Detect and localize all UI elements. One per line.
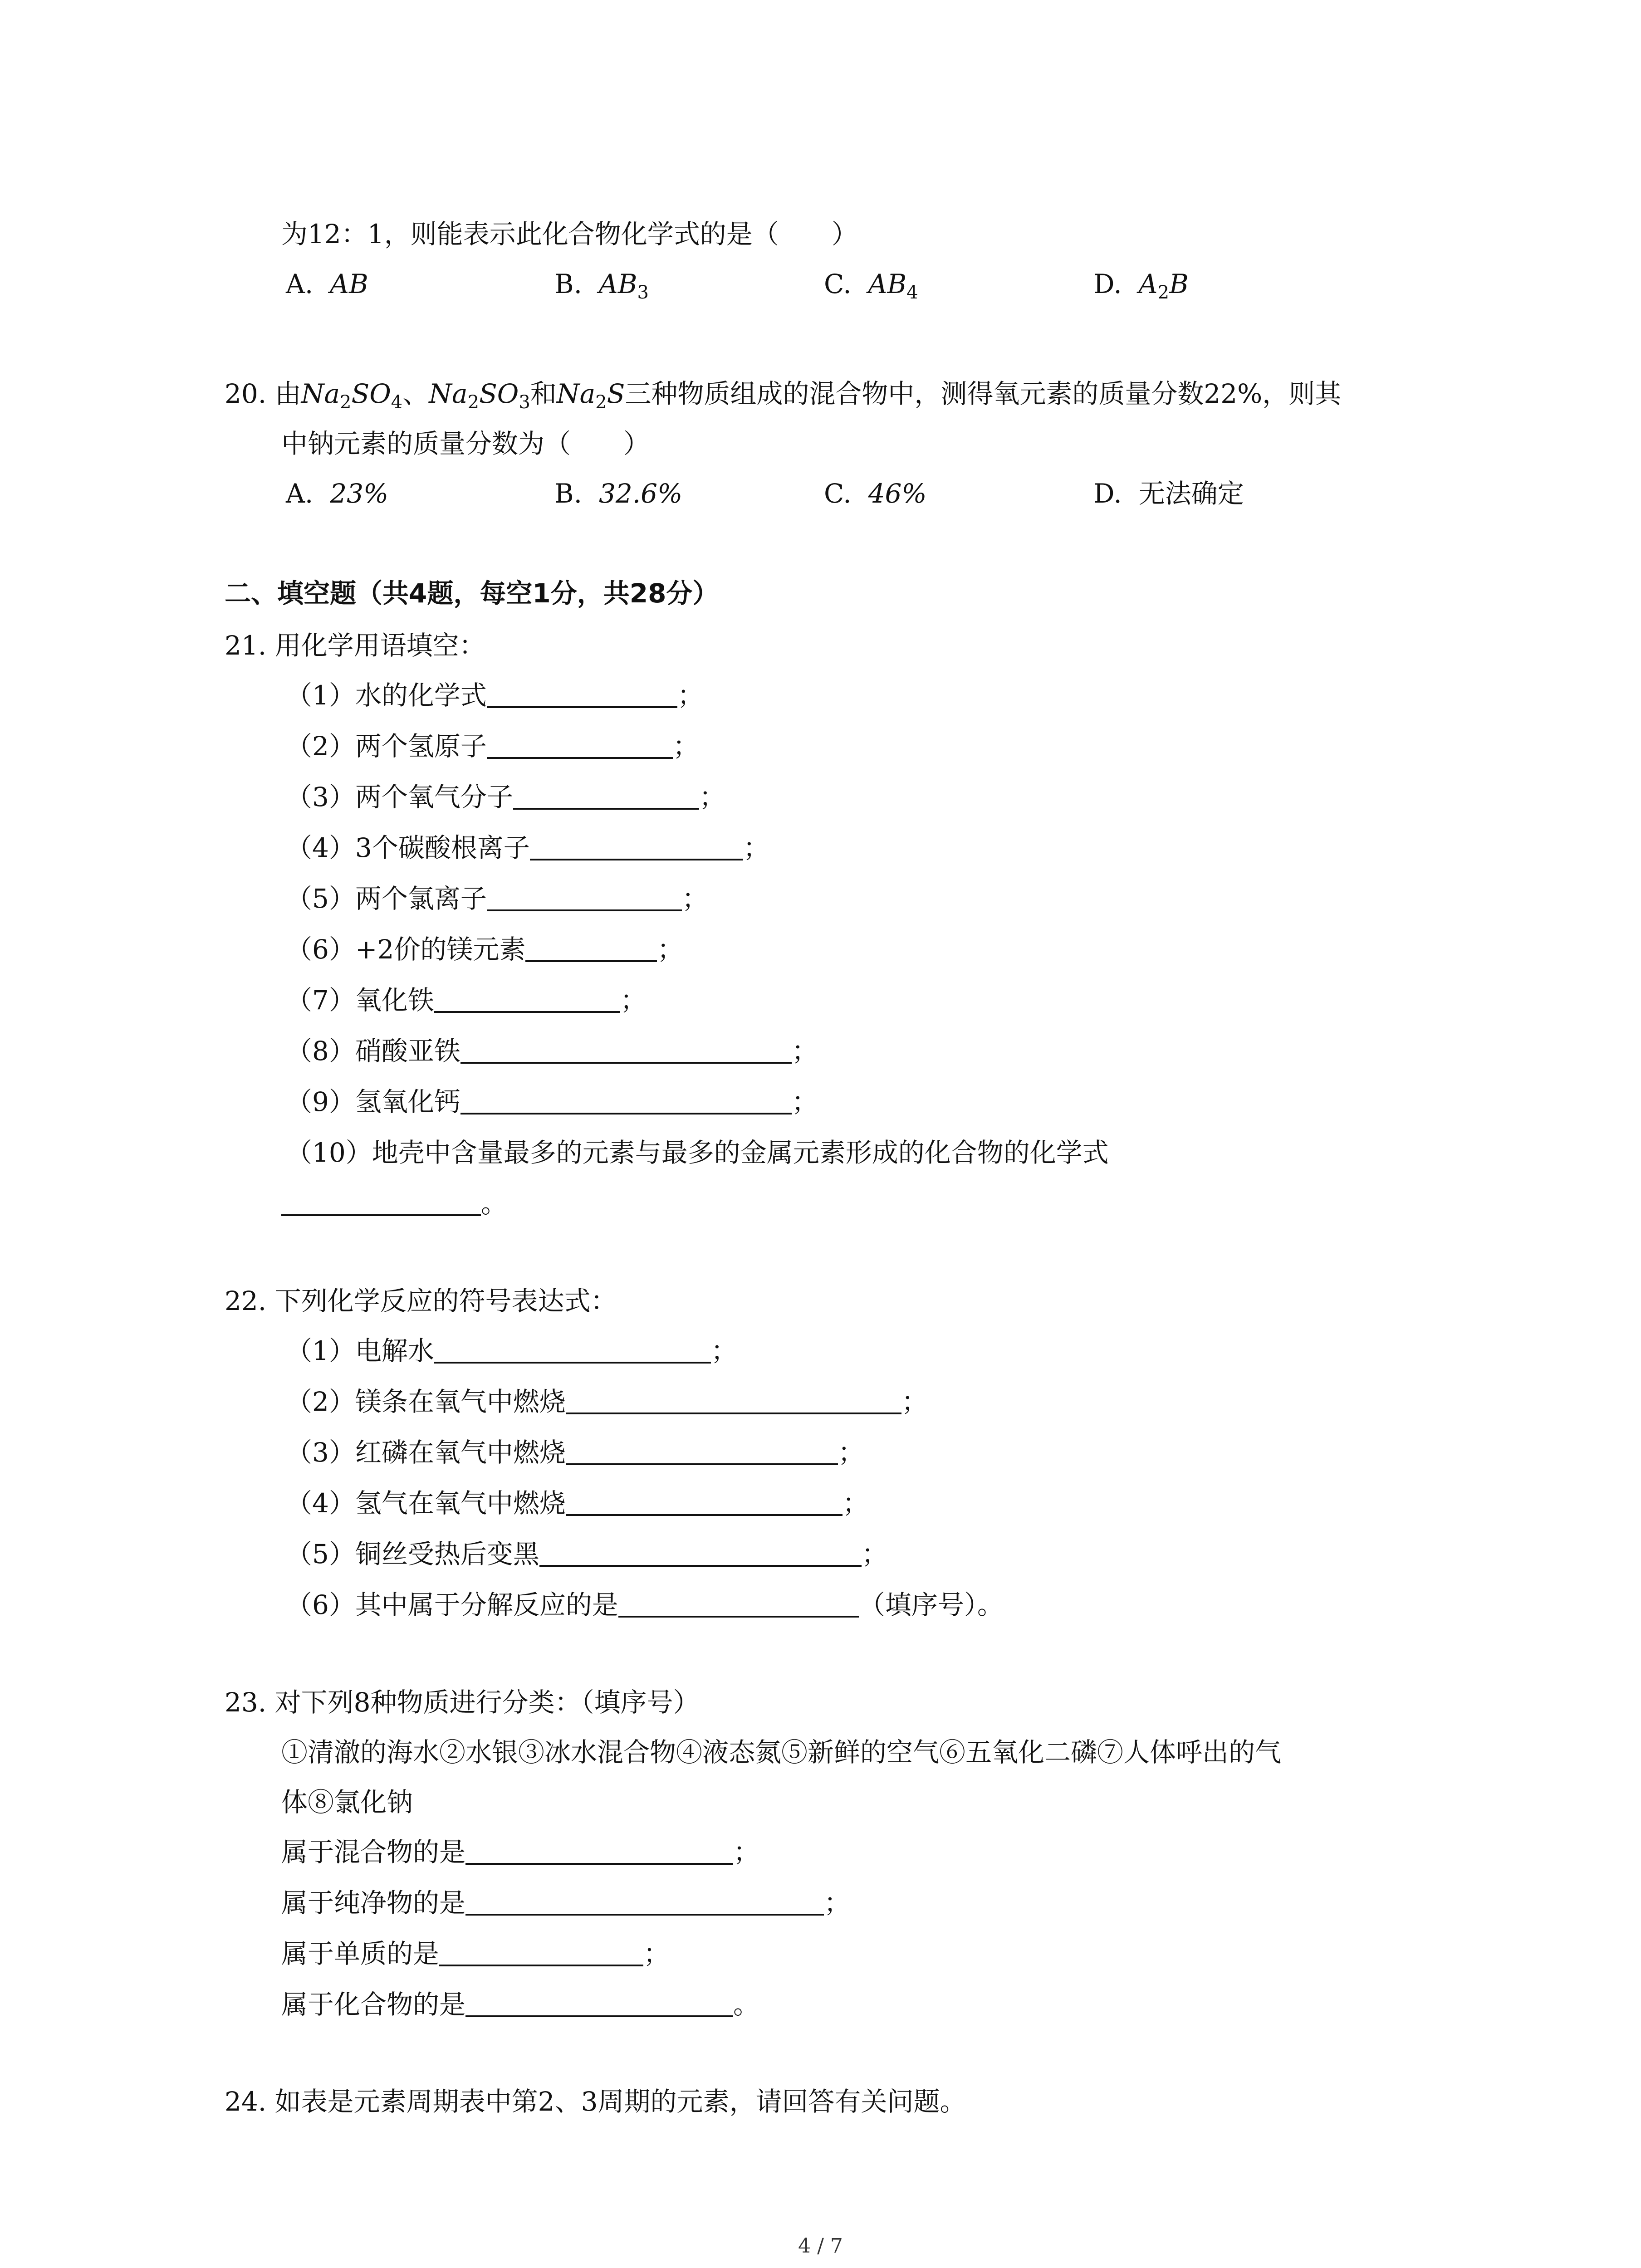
- answer-blank[interactable]: [465, 1838, 733, 1865]
- q21-item-2: （2）两个氢原子 ；: [286, 731, 699, 762]
- answer-blank[interactable]: [566, 1438, 838, 1465]
- q21-item-3: （3）两个氧气分子 ；: [286, 782, 725, 812]
- q21-item-4: （4）3个碳酸根离子 ；: [286, 832, 769, 863]
- answer-blank[interactable]: [460, 1036, 792, 1064]
- answer-blank[interactable]: [566, 1387, 901, 1414]
- answer-blank[interactable]: [465, 1990, 733, 2017]
- q21-item-9: （9）氢氧化钙 ；: [286, 1086, 818, 1117]
- q20-option-a[interactable]: A. 23%: [286, 478, 389, 509]
- q19-option-d[interactable]: D. $A_2B$: [1093, 269, 1189, 303]
- answer-blank[interactable]: [539, 1540, 862, 1567]
- q22-title: 22. 下列化学反应的符号表达式：: [225, 1286, 617, 1316]
- answer-blank[interactable]: [434, 986, 620, 1013]
- q21-item-10-answer: 。: [281, 1186, 507, 1221]
- q22-item-4: （4）氢气在氧气中燃烧 ；: [286, 1488, 869, 1519]
- page-number: 4 / 7: [798, 2234, 843, 2258]
- q23-substances-line2: 体⑧氯化钠: [281, 1787, 413, 1818]
- answer-blank[interactable]: [487, 681, 677, 708]
- q19-option-a[interactable]: A. AB: [286, 269, 368, 299]
- answer-blank[interactable]: [618, 1590, 859, 1618]
- q21-item-5: （5）两个氯离子 ；: [286, 883, 708, 914]
- answer-blank[interactable]: [530, 833, 743, 860]
- q23-item-2: 属于纯净物的是 ；: [281, 1887, 851, 1918]
- answer-blank[interactable]: [439, 1939, 643, 1966]
- q22-item-2: （2）镁条在氧气中燃烧 ；: [286, 1386, 928, 1417]
- q24-title: 24. 如表是元素周期表中第2、3周期的元素，请回答有关问题。: [225, 2086, 966, 2117]
- q22-item-3: （3）红磷在氧气中燃烧 ；: [286, 1437, 864, 1468]
- q20-stem-line2: 中钠元素的质量分数为（ ）: [281, 428, 650, 459]
- q21-item-1: （1）水的化学式 ；: [286, 680, 704, 711]
- answer-blank[interactable]: [460, 1087, 792, 1114]
- q20-option-c[interactable]: C. 46%: [824, 478, 927, 509]
- q23-title: 23. 对下列8种物质进行分类：（填序号）: [225, 1687, 700, 1718]
- q21-item-8: （8）硝酸亚铁 ；: [286, 1036, 818, 1066]
- answer-blank[interactable]: [513, 782, 699, 810]
- q21-title: 21. 用化学用语填空：: [225, 630, 485, 661]
- section-heading: 二、填空题（共4题，每空1分，共28分）: [225, 578, 719, 609]
- q22-item-1: （1）电解水 ；: [286, 1335, 737, 1366]
- answer-blank[interactable]: [281, 1189, 481, 1216]
- q22-item-5: （5）铜丝受热后变黑 ；: [286, 1539, 888, 1569]
- q23-item-3: 属于单质的是 ；: [281, 1938, 670, 1969]
- q19-stem-tail: 为12：1，则能表示此化合物化学式的是（ ）: [281, 219, 858, 249]
- q21-item-6: （6）+2价的镁元素 ；: [286, 934, 684, 965]
- q22-item-6: （6）其中属于分解反应的是 （填序号）。: [286, 1589, 1004, 1620]
- answer-blank[interactable]: [487, 884, 682, 911]
- q19-option-b[interactable]: B. $AB_3$: [554, 269, 649, 303]
- q20-stem-line1: 20. 由$Na_2SO_4$、$Na_2SO_3$和$Na_2S$三种物质组成的混合物中，测得氧元素的质量分数22%，则其: [225, 378, 1342, 413]
- q23-item-1: 属于混合物的是 ；: [281, 1837, 760, 1867]
- q23-substances-line1: ①清澈的海水②水银③冰水混合物④液态氮⑤新鲜的空气⑥五氧化二磷⑦人体呼出的气: [281, 1737, 1282, 1768]
- answer-blank[interactable]: [525, 935, 657, 962]
- q19-option-c[interactable]: C. $AB_4$: [824, 269, 918, 303]
- answer-blank[interactable]: [434, 1336, 711, 1364]
- q21-item-10: （10）地壳中含量最多的元素与最多的金属元素形成的化合物的化学式: [286, 1137, 1109, 1168]
- q20-option-d[interactable]: D. 无法确定: [1093, 478, 1244, 509]
- answer-blank[interactable]: [465, 1888, 824, 1916]
- q21-item-7: （7）氧化铁 ；: [286, 985, 647, 1016]
- q20-option-b[interactable]: B. 32.6%: [554, 478, 683, 509]
- answer-blank[interactable]: [487, 732, 673, 759]
- answer-blank[interactable]: [566, 1489, 843, 1516]
- q23-item-4: 属于化合物的是 。: [281, 1989, 760, 2020]
